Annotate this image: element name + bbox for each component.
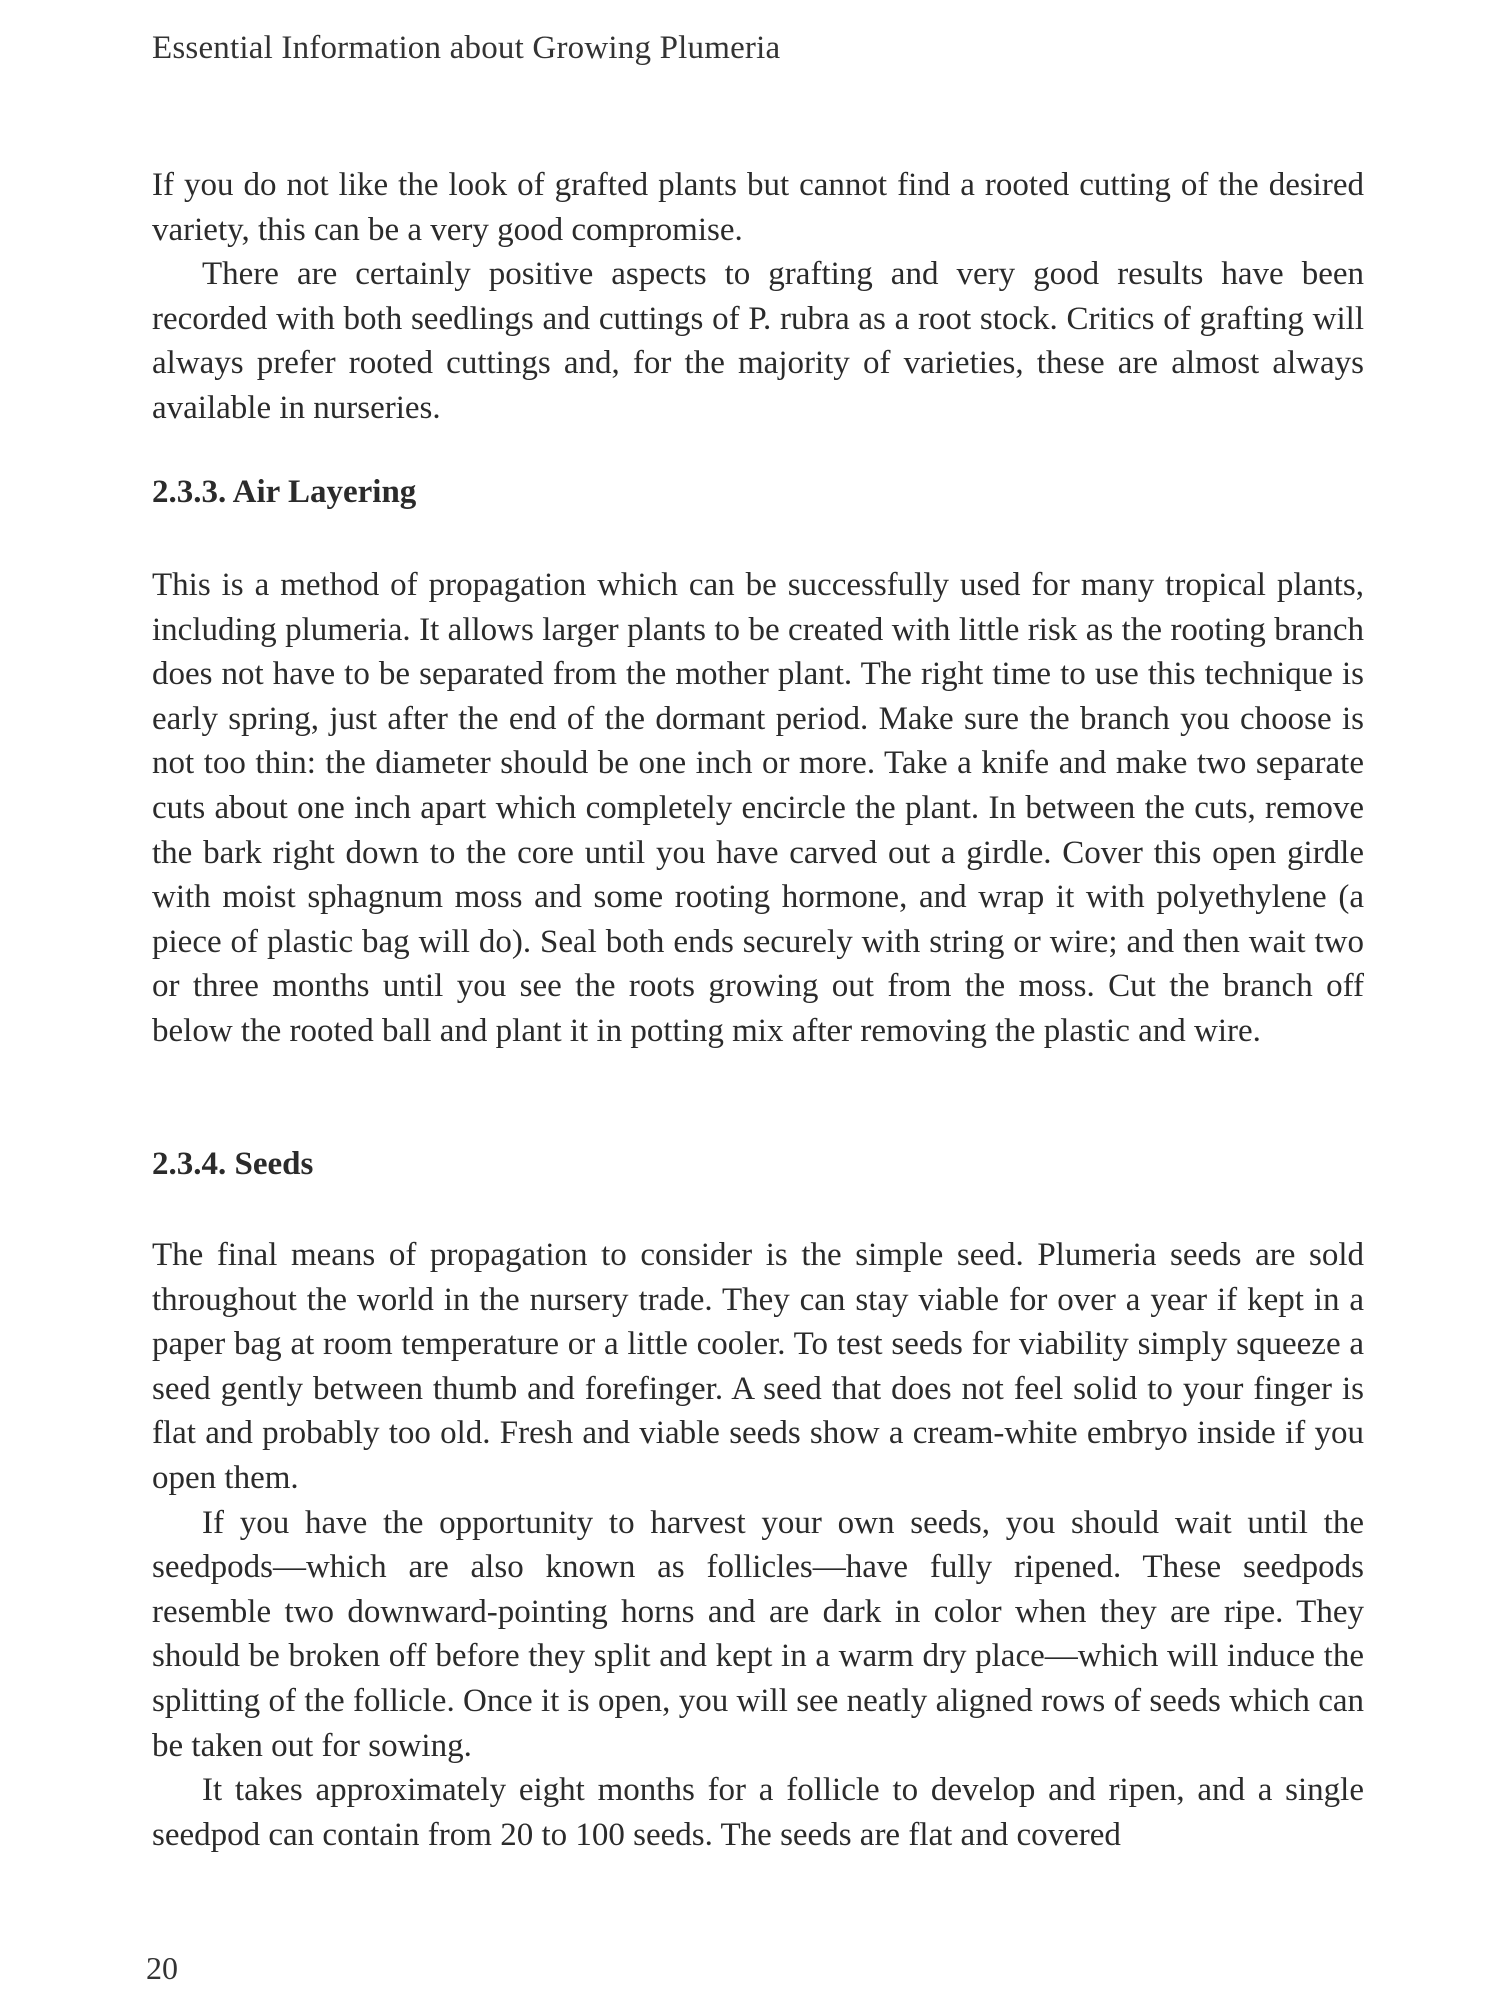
paragraph: If you do not like the look of grafted plants but cannot find a rooted cutting of the desired variety, this can be a very good compromise. (152, 167, 1364, 248)
paragraph: There are certainly positive aspects to grafting and very good results have been recorded with both seedlings and cuttings of P. rubra as a root stock. Critics of grafting will always prefer rooted cuttings and, for the majority of varieties, these are almost always available in nurseries. (152, 256, 1364, 426)
paragraph: The final means of propagation to consider is the simple seed. Plumeria seeds are sold throughout the world in the nursery trade. They can stay viable for over a year if kept in a paper bag at room temperature or a little cooler. To test seeds for viability simply squeeze a seed gently between thumb and forefinger. A seed that does not feel solid to your finger is flat and probably too old. Fresh and viable seeds show a cream-white embryo inside if you open them. (152, 1237, 1364, 1496)
paragraph: It takes approximately eight months for a follicle to develop and ripen, and a single seedpod can contain from 20 to 100 seeds. The seeds are flat and covered (152, 1772, 1364, 1853)
intro-text (152, 163, 1364, 431)
seeds-text (152, 1233, 1364, 1857)
paragraph: If you have the opportunity to harvest your own seeds, you should wait until the seedpods—which are also known as follicles—have fully ripened. These seedpods resemble two downward-pointing horns and are dark in color when they are ripe. They should be broken off before they split and kept in a warm dry place—which will induce the splitting of the follicle. Once it is open, you will see neatly aligned rows of seeds which can be taken out for sowing. (152, 1504, 1364, 1764)
paragraph: This is a method of propagation which can be successfully used for many tropical plants, including plumeria. It allows larger plants to be created with little risk as the rooting branch does not have to be separated from the mother plant. The right time to use this technique is early spring, just after the end of the dormant period. Make sure the branch you choose is not too thin: the diameter should be one inch or more. Take a knife and make two separate cuts about one inch apart which completely encircle the plant. In between the cuts, remove the bark right down to the core until you have carved out a girdle. Cover this open girdle with moist sphagnum moss and some rooting hormone, and wrap it with polyethylene (a piece of plastic bag will do). Seal both ends securely with string or wire; and then wait two or three months until you see the roots growing out from the moss. Cut the branch off below the rooted ball and plant it in potting mix after removing the plastic and wire. (152, 567, 1364, 1049)
section-heading-seeds: 2.3.4. Seeds (152, 1146, 314, 1182)
page-number: 20 (146, 1950, 178, 1986)
air-layering-text (152, 563, 1364, 1054)
section-heading-air-layering: 2.3.3. Air Layering (152, 474, 417, 510)
running-header: Essential Information about Growing Plumeria (152, 30, 781, 66)
